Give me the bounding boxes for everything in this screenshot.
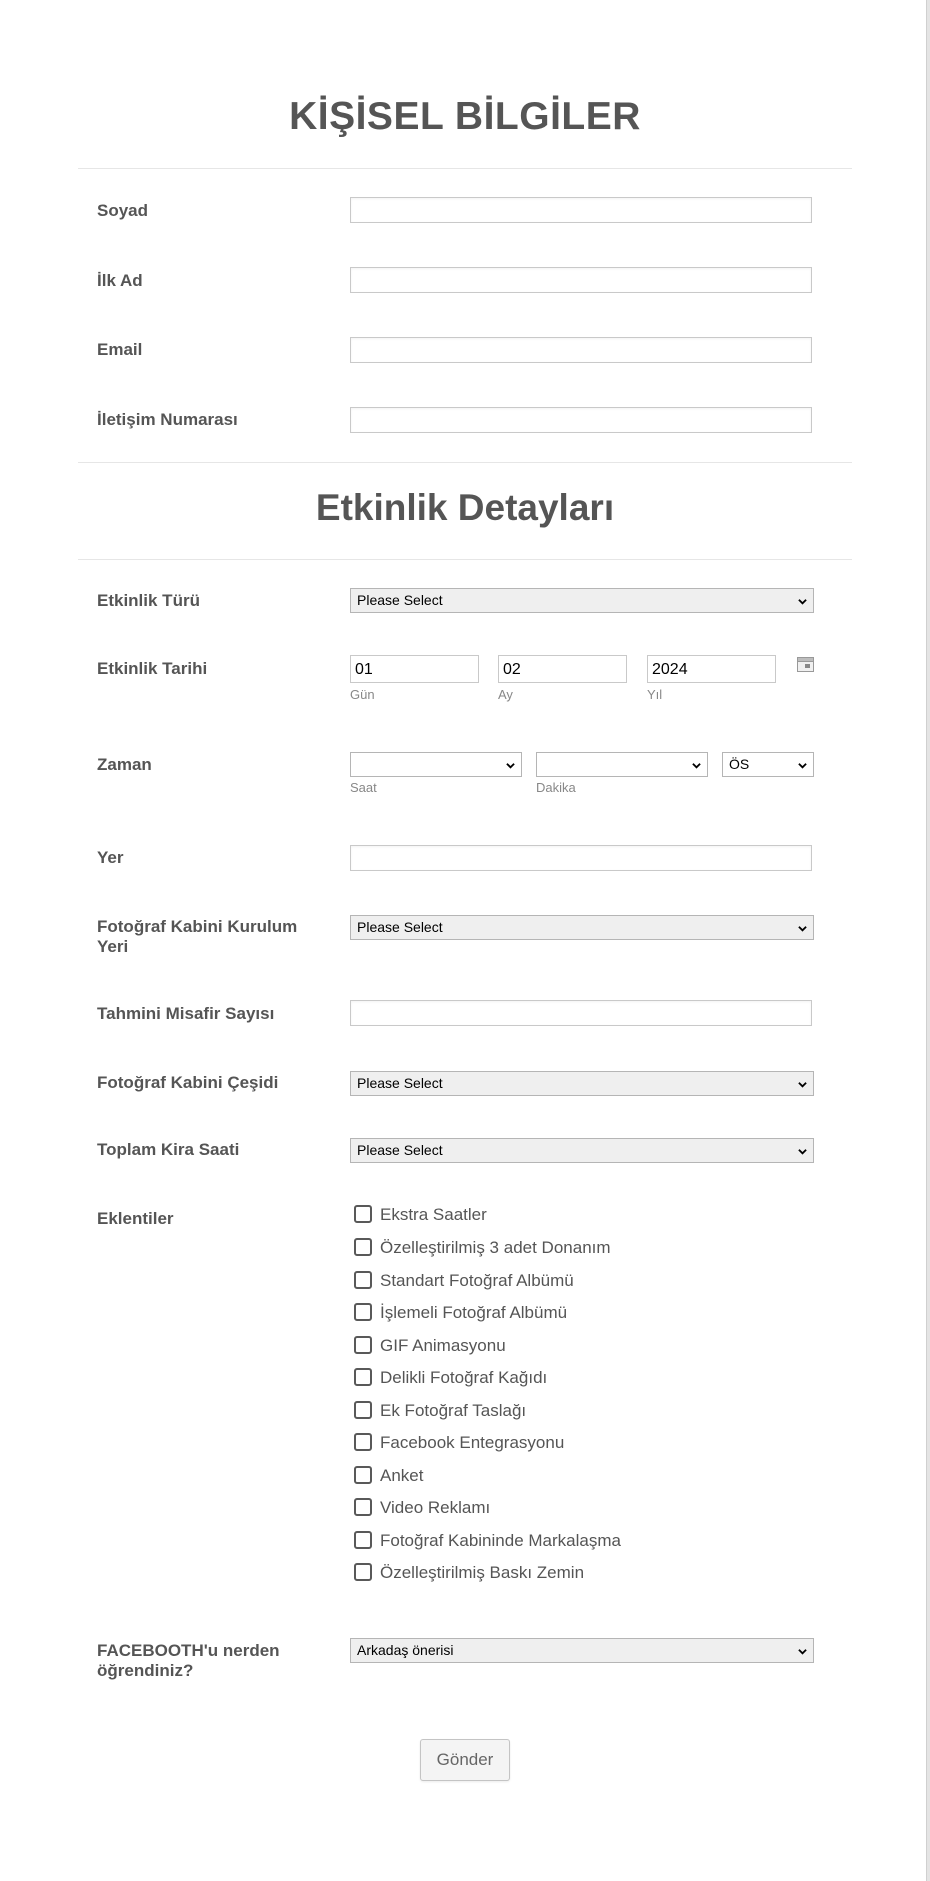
booth-setup-select[interactable] [350,915,814,940]
location-input[interactable] [350,845,812,871]
rental-hours-value: Please Select [357,1142,443,1158]
addon-option-label: Standart Fotoğraf Albümü [380,1271,574,1290]
checkbox[interactable] [354,1401,372,1419]
submit-button[interactable]: Gönder [420,1739,510,1781]
addon-option-label: Delikli Fotoğraf Kağıdı [380,1368,548,1387]
addon-option-label: Fotoğraf Kabininde Markalaşma [380,1531,621,1550]
checkbox[interactable] [354,1205,372,1223]
checkbox[interactable] [354,1368,372,1386]
chevron-down-icon [798,761,807,770]
addon-option-label: Ek Fotoğraf Taslağı [380,1401,527,1420]
rental-hours-label: Toplam Kira Saati [97,1140,240,1159]
addon-option-label: İşlemeli Fotoğraf Albümü [380,1303,568,1322]
divider [78,462,852,463]
first-name-input[interactable] [350,267,812,293]
time-hour-select[interactable] [350,752,522,777]
date-year-input[interactable]: 2024 [647,655,776,683]
checkbox[interactable] [354,1433,372,1451]
addon-option-label: Facebook Entegrasyonu [380,1433,565,1452]
booth-setup-value: Please Select [357,919,443,935]
addon-option-label: Özelleştirilmiş 3 adet Donanım [380,1238,611,1257]
checkbox[interactable] [354,1563,372,1581]
phone-input[interactable] [350,407,812,433]
scrollbar[interactable] [926,0,930,1881]
surname-input[interactable] [350,197,812,223]
chevron-down-icon [798,1647,807,1656]
first-name-label: İlk Ad [97,271,143,290]
rental-hours-select[interactable] [350,1138,814,1163]
addons-label: Eklentiler [97,1209,174,1228]
checkbox[interactable] [354,1466,372,1484]
guest-count-label: Tahmini Misafir Sayısı [97,1004,275,1023]
referral-select[interactable] [350,1638,814,1663]
event-date-label: Etkinlik Tarihi [97,659,208,678]
divider [78,168,852,169]
chevron-down-icon [798,1147,807,1156]
chevron-down-icon [798,1080,807,1089]
chevron-down-icon [798,597,807,606]
time-ampm-value: ÖS [729,756,750,772]
time-label: Zaman [97,755,152,774]
checkbox[interactable] [354,1303,372,1321]
chevron-down-icon [506,761,515,770]
booth-type-label: Fotoğraf Kabini Çeşidi [97,1073,279,1092]
section-title-event: Etkinlik Detayları [315,487,615,528]
location-label: Yer [97,848,124,867]
checkbox[interactable] [354,1531,372,1549]
time-ampm-select[interactable] [722,752,814,777]
guest-count-input[interactable] [350,1000,812,1026]
addon-option-label: GIF Animasyonu [380,1336,506,1355]
time-minute-select[interactable] [536,752,708,777]
booth-type-select[interactable] [350,1071,814,1096]
booth-setup-label: Fotoğraf Kabini Kurulum Yeri [97,917,298,956]
addon-option-label: Video Reklamı [380,1498,491,1517]
booth-type-value: Please Select [357,1075,443,1091]
addon-option-label: Özelleştirilmiş Baskı Zemin [380,1563,585,1582]
time-minute-sublabel: Dakika [536,780,576,795]
date-month-input[interactable]: 02 [498,655,627,683]
referral-value: Arkadaş önerisi [357,1642,454,1658]
event-type-value: Please Select [357,592,443,608]
referral-label: FACEBOOTH'u nerden öğrendiniz? [97,1641,280,1680]
divider [78,559,852,560]
addon-option-label: Anket [380,1466,424,1485]
date-year-sublabel: Yıl [647,687,663,702]
checkbox[interactable] [354,1498,372,1516]
email-label: Email [97,340,143,359]
event-type-select[interactable] [350,588,814,613]
event-type-label: Etkinlik Türü [97,591,200,610]
date-month-sublabel: Ay [498,687,513,702]
checkbox[interactable] [354,1336,372,1354]
calendar-icon[interactable] [797,657,814,672]
surname-label: Soyad [97,201,149,220]
section-title-personal: KİŞİSEL BİLGİLER [289,95,641,138]
checkbox[interactable] [354,1238,372,1256]
time-hour-sublabel: Saat [350,780,377,795]
date-day-sublabel: Gün [350,687,375,702]
chevron-down-icon [798,924,807,933]
checkbox[interactable] [354,1271,372,1289]
phone-label: İletişim Numarası [97,410,238,429]
addon-option-label: Ekstra Saatler [380,1205,487,1224]
date-day-input[interactable]: 01 [350,655,479,683]
email-input[interactable] [350,337,812,363]
chevron-down-icon [692,761,701,770]
